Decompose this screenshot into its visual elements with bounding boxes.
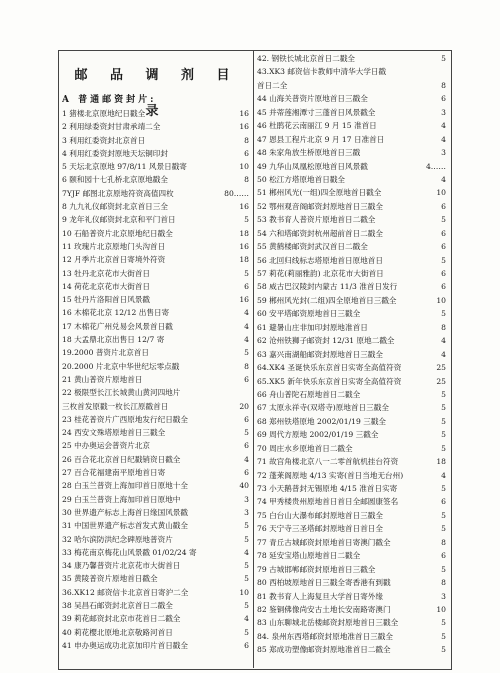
catalog-item xyxy=(257,549,448,562)
catalog-item xyxy=(62,147,251,160)
item-price: 4 xyxy=(441,134,446,144)
item-description: 57 莉花(莉丽雅韵) 北京花市大街首日 xyxy=(257,269,384,278)
catalog-item xyxy=(62,293,251,306)
item-price: 18 xyxy=(239,255,249,265)
item-description: 78 延安宝塔山原地首日二戳全 xyxy=(257,551,361,561)
catalog-item xyxy=(257,401,448,414)
item-description: 62 沧州铁狮子邮资封 12/31 原地二戳全 xyxy=(257,336,395,346)
item-price: 5 xyxy=(244,215,249,225)
catalog-item xyxy=(257,200,448,213)
item-price: 8 xyxy=(244,361,249,371)
item-description: 41 申办奥运成功北京加印片首日戳全 xyxy=(62,640,188,650)
item-price: 5 xyxy=(244,561,249,571)
item-description: 26 百合花北京首日纪戳销资日戳全 xyxy=(62,454,181,464)
item-description: 43.XK3 邮资信卡教师中清华大学日戳 xyxy=(257,67,387,77)
item-price: 8 xyxy=(441,537,446,547)
item-price: 8 xyxy=(441,80,446,90)
catalog-item xyxy=(62,493,251,506)
item-description: 22 极限型长江长城黄山黄河四地片 xyxy=(62,388,181,398)
item-description: 82 鉴铜佛像尚安古土地长安南路寄澳门 xyxy=(257,604,391,614)
item-price: 6 xyxy=(441,497,446,507)
item-description: 39 莉花邮资封北京市花首日二戳全 xyxy=(62,614,181,624)
catalog-item xyxy=(62,134,251,147)
catalog-item xyxy=(62,360,251,373)
item-price: 4 xyxy=(244,335,249,345)
item-description: 50 松江方塔原地首日戳全 xyxy=(257,174,346,184)
catalog-item xyxy=(257,348,448,361)
item-price: 4 xyxy=(441,349,446,359)
catalog-item xyxy=(62,400,251,413)
item-description: 36.XK12 邮资信卡北京首日寄沪二全 xyxy=(62,587,189,597)
item-description: 76 天宁寺三圣塔邮封原地首日首日全 xyxy=(257,524,383,534)
item-price: 6 xyxy=(441,269,446,278)
item-price: 18 xyxy=(436,457,446,467)
catalog-item xyxy=(62,267,251,280)
catalog-item xyxy=(257,213,448,226)
item-description: 44 山海关普资片原地首日三戳全 xyxy=(257,94,368,104)
item-price: 6 xyxy=(244,374,249,384)
catalog-item xyxy=(62,333,251,346)
item-description: 47 恩县工程片北京 9 月 17 日准首日 xyxy=(257,134,385,144)
catalog-item xyxy=(257,307,448,320)
catalog-item xyxy=(257,254,448,267)
item-price: 4 xyxy=(244,454,249,464)
catalog-item xyxy=(62,586,251,599)
item-description: 67 太原永祥寺(双塔寺)原地首日三戳全 xyxy=(257,403,389,413)
catalog-item xyxy=(257,495,448,508)
item-price: 10 xyxy=(436,604,446,614)
catalog-item xyxy=(257,590,448,603)
item-price: 20 xyxy=(239,401,249,411)
item-price: 5 xyxy=(441,403,446,413)
item-price: 5 xyxy=(441,524,446,534)
item-description: 24 西安文殊塔原地首日三戳全 xyxy=(62,428,166,438)
item-description: 85 郑成功塑像邮资封原地准首日二戳全 xyxy=(257,645,391,655)
item-description: 28 白玉兰普资上海加印首日原地十全 xyxy=(62,481,188,491)
item-description: 79 古城邯郸邮资封原地首日三戳全 xyxy=(257,564,376,574)
item-price: 4 xyxy=(441,174,446,184)
item-price: 5 xyxy=(441,631,446,641)
item-price: 6 xyxy=(244,468,249,478)
item-price: 3 xyxy=(441,107,446,117)
catalog-item xyxy=(257,227,448,240)
item-description: 77 青丘古城邮资封原地首日寄澳门戳全 xyxy=(257,537,391,547)
catalog-item xyxy=(257,616,448,629)
catalog-item xyxy=(62,599,251,612)
item-price: 4 xyxy=(441,121,446,131)
item-description: 46 杜鹃花云南丽江 9 月 15 准首日 xyxy=(257,121,377,131)
item-description: 12 月季片北京首日寄境外符资 xyxy=(62,255,166,265)
item-description: 21 黄山普资片原地首日 xyxy=(62,374,143,384)
item-description: 9 龙年礼仪邮资封北京和平门首日 xyxy=(62,215,176,225)
page-title: 邮 品 调 剂 目 录 xyxy=(74,68,239,119)
item-description: 40 莉花樱北原地北京敬路河首日 xyxy=(62,627,173,637)
item-price: 10 xyxy=(239,162,249,172)
catalog-item xyxy=(257,428,448,441)
item-price: 5 xyxy=(441,416,446,426)
item-price: 6 xyxy=(244,640,249,650)
item-price: 5 xyxy=(244,428,249,438)
right-column xyxy=(257,52,448,666)
catalog-item xyxy=(257,186,448,199)
left-item-list xyxy=(62,107,251,652)
item-description: 81 教书育人上海复旦大学首日寄外缘 xyxy=(257,591,383,601)
catalog-item xyxy=(257,603,448,616)
item-description: 20.2000 片北京中华世纪坛零点戳 xyxy=(62,361,180,371)
catalog-item xyxy=(257,469,448,482)
item-price: 16 xyxy=(239,122,249,132)
item-description: 53 教书育人普资片原地首日二戳全 xyxy=(257,215,376,225)
item-price: 5 xyxy=(441,510,446,520)
item-description: 23 桂花普资片广西原地发行纪日戳全 xyxy=(62,414,188,424)
item-price: 16 xyxy=(239,202,249,212)
item-description: 65.XK5 新年快乐东京首日实寄全高值符资 xyxy=(257,376,402,386)
item-price: 25 xyxy=(436,363,446,373)
item-price: 16 xyxy=(239,295,249,305)
item-price: 6 xyxy=(244,281,249,291)
item-description: 66 舟山普陀石原地首日二戳全 xyxy=(257,389,361,399)
item-description: 34 康乃馨普资片北京花市大街首日 xyxy=(62,561,181,571)
item-price: 3 xyxy=(244,507,249,517)
item-description: 4 利用红委资封原地天坛铜印封 xyxy=(62,148,168,158)
item-description: 25 中办奥运会普资片北京 xyxy=(62,441,151,451)
catalog-item xyxy=(257,536,448,549)
item-price: 4 xyxy=(244,321,249,331)
catalog-item xyxy=(62,479,251,492)
item-description: 三枚首发原戳一枚长江原戳首日 xyxy=(62,401,169,411)
item-price: 4 xyxy=(244,614,249,624)
item-price: 4 xyxy=(441,336,446,346)
catalog-item xyxy=(257,375,448,388)
item-description: 5 天坛北京原地 97/8/11 风景日戳寄 xyxy=(62,162,187,172)
item-description: 27 百合花福建南平原地首日寄 xyxy=(62,468,166,478)
item-description: 42. 钢铁长城北京首日二戳全 xyxy=(257,54,356,63)
catalog-item xyxy=(62,386,251,399)
catalog-item xyxy=(257,482,448,495)
catalog-item xyxy=(257,522,448,535)
item-description: 30 世界遗产标志上海首日缘国风景戳 xyxy=(62,507,188,517)
catalog-item xyxy=(257,563,448,576)
catalog-item xyxy=(257,92,448,105)
catalog-item xyxy=(62,639,251,652)
item-price: 5 xyxy=(441,645,446,655)
catalog-item xyxy=(257,173,448,186)
item-description: 84. 泉州东西塔邮资封原地准首日三戳全 xyxy=(257,631,393,641)
item-description: 35 黄陵普资片原地首日戳全 xyxy=(62,574,158,584)
catalog-item xyxy=(257,576,448,589)
item-price: 8 xyxy=(244,135,249,145)
item-price: 8 xyxy=(441,322,446,332)
item-price: 6 xyxy=(441,94,446,104)
catalog-item xyxy=(62,413,251,426)
catalog-item xyxy=(62,120,251,133)
catalog-item xyxy=(62,572,251,585)
item-price: 5 xyxy=(441,309,446,319)
item-price: 4 xyxy=(244,547,249,557)
item-description: 33 梅花南京梅花山风景戳 01/02/24 寄 xyxy=(62,547,197,557)
catalog-item xyxy=(62,559,251,572)
item-price: 3 xyxy=(441,591,446,601)
catalog-item xyxy=(62,280,251,293)
item-description: 38 吴昌石邮资封北京首日二戳全 xyxy=(62,600,173,610)
item-description: 7YJF 邮图北京原地符资高值四枚 xyxy=(62,188,174,198)
item-description: 55 黄鹤楼邮资封武汉首日二戳全 xyxy=(257,242,368,252)
item-description: 71 故宫角楼北京八一二零首航机挂台符资 xyxy=(257,457,399,467)
item-price: 5 xyxy=(244,268,249,278)
item-price: 4 xyxy=(244,308,249,318)
item-price: 6 xyxy=(244,414,249,424)
catalog-item xyxy=(257,146,448,159)
item-description: 31 中国世界遗产标志首发式黄山戳全 xyxy=(62,521,188,531)
catalog-item xyxy=(257,65,448,78)
catalog-item xyxy=(62,439,251,452)
item-price: 40 xyxy=(239,481,249,491)
catalog-item xyxy=(62,213,251,226)
item-description: 61 避暑山庄非加印封原地准首日 xyxy=(257,322,368,332)
catalog-item xyxy=(62,533,251,546)
item-price: 3 xyxy=(441,148,446,158)
section-heading: A 普通邮资封片: xyxy=(62,95,157,105)
item-price: 5 xyxy=(441,215,446,225)
item-description: 63 嘉兴南湖船邮资封原地首日三戳全 xyxy=(257,349,383,359)
item-price: 6 xyxy=(441,551,446,561)
item-price: 5 xyxy=(441,564,446,574)
item-price: 5 xyxy=(441,484,446,493)
item-price: 6 xyxy=(244,441,249,451)
item-description: 18 大孟鼎北京出售日 12/7 寄 xyxy=(62,335,165,345)
catalog-item xyxy=(62,320,251,333)
item-description: 8 九九礼仪邮资封北京首日三全 xyxy=(62,202,168,212)
item-price: 5 xyxy=(441,54,446,63)
catalog-item xyxy=(62,373,251,386)
catalog-item xyxy=(257,334,448,347)
catalog-item xyxy=(257,79,448,92)
item-description: 74 甲秀楼贵州原地首日首日全邮圆康签名 xyxy=(257,497,399,507)
catalog-item xyxy=(257,455,448,468)
catalog-item xyxy=(62,306,251,319)
item-price: 6 xyxy=(441,242,446,252)
item-description: 83 山东聊城北岳楼邮资封原地首日三戳全 xyxy=(257,618,399,628)
item-price: 5 xyxy=(441,618,446,628)
catalog-item xyxy=(62,506,251,519)
item-price: 8 xyxy=(441,578,446,588)
catalog-item xyxy=(62,160,251,173)
item-description: 11 玫瑰片北京原地门头沟首日 xyxy=(62,241,166,251)
item-description: 64.XK4 圣诞快乐东京首日实寄全高值符资 xyxy=(257,363,402,373)
catalog-item xyxy=(257,361,448,374)
item-description: 17 木棉花广州兑易会风景首日戳 xyxy=(62,321,173,331)
item-description: 6 颐和园十七孔桥北京原地戳全 xyxy=(62,175,168,185)
catalog-item xyxy=(257,321,448,334)
catalog-item xyxy=(257,119,448,132)
item-price: 5 xyxy=(244,521,249,531)
item-price: 6 xyxy=(441,201,446,211)
catalog-item xyxy=(257,630,448,643)
right-item-list xyxy=(257,52,448,657)
catalog-item xyxy=(62,107,251,120)
item-price: 5 xyxy=(244,600,249,610)
item-description: 58 威古巴汉陵封内蒙古 11/3 准首日发行 xyxy=(257,282,398,292)
item-price: 10 xyxy=(436,295,446,305)
item-description: 19.2000 普资片北京首日 xyxy=(62,348,149,358)
item-price: 6 xyxy=(441,282,446,292)
item-price: 5 xyxy=(244,534,249,544)
catalog-item xyxy=(62,187,251,200)
item-description: 32 哈尔滨防洪纪念碑原地普资片 xyxy=(62,534,173,544)
catalog-item xyxy=(257,160,448,173)
catalog-item xyxy=(62,466,251,479)
item-price: 16 xyxy=(239,109,249,118)
item-description: 29 白玉兰普资上海加印首日原地中 xyxy=(62,494,181,504)
item-description: 54 六和塔邮资封杭州超前首日二戳全 xyxy=(257,228,383,238)
catalog-item xyxy=(257,280,448,293)
catalog-item xyxy=(257,52,448,65)
item-description: 1 猪楼北京原地纪日戳全 xyxy=(62,109,146,118)
catalog-item xyxy=(62,173,251,186)
item-price: 5 xyxy=(244,574,249,584)
catalog-item xyxy=(62,346,251,359)
item-price: 6 xyxy=(244,148,249,158)
item-price: 8 xyxy=(244,175,249,185)
catalog-item xyxy=(62,546,251,559)
item-description: 60 安平塔邮资原地首日三戳全 xyxy=(257,309,361,319)
catalog-item xyxy=(257,509,448,522)
item-description: 16 木棉花北京 12/12 出售日寄 xyxy=(62,308,170,318)
catalog-item xyxy=(257,267,448,280)
item-description: 70 周庄水乡原地首日二戳全 xyxy=(257,443,353,453)
catalog-item xyxy=(62,626,251,639)
catalog-item xyxy=(257,643,448,656)
catalog-item xyxy=(257,442,448,455)
catalog-item xyxy=(62,200,251,213)
item-price: 6 xyxy=(441,228,446,238)
item-price: 10 xyxy=(436,188,446,198)
catalog-item xyxy=(257,415,448,428)
item-description: 80 西柏坡原地首日三戳全寄香港有到戳 xyxy=(257,578,391,588)
item-price: 4…… xyxy=(425,161,446,171)
item-price: 3 xyxy=(244,494,249,504)
catalog-item xyxy=(257,106,448,119)
item-price: 18 xyxy=(239,228,249,238)
item-price: 80…… xyxy=(224,188,249,198)
item-description: 52 鄂州观音阁邮资封原地首日三戳全 xyxy=(257,201,383,211)
item-description: 69 周代方原地 2002/01/19 三戳全 xyxy=(257,430,379,440)
item-description: 45 并蒂莲湘潭寸三蓬首日风景戳全 xyxy=(257,107,376,117)
item-description: 72 蓬莱阁原地 4/13 实寄(首日当地无台州) xyxy=(257,470,404,480)
item-description: 56 北回归线标志塔原地首日原地首日 xyxy=(257,255,383,265)
catalog-item xyxy=(62,253,251,266)
item-price: 10 xyxy=(239,587,249,597)
item-description: 73 小天鹅普封无锡原地 4/15 准首日实寄 xyxy=(257,484,398,493)
item-price: 4 xyxy=(441,470,446,480)
item-description: 10 石船普资片北京原地纪日戳全 xyxy=(62,228,173,238)
column-divider xyxy=(253,50,254,668)
catalog-item xyxy=(62,426,251,439)
item-description: 13 牡丹北京花市大街首日 xyxy=(62,268,151,278)
item-description: 首日二全 xyxy=(257,80,288,90)
catalog-item xyxy=(257,133,448,146)
item-price: 5 xyxy=(441,430,446,440)
catalog-item xyxy=(257,388,448,401)
item-price: 16 xyxy=(239,241,249,251)
item-description: 49 九华山凤凰松原地首日风景戳 xyxy=(257,161,368,171)
item-description: 14 荷花北京花市大街首日 xyxy=(62,281,151,291)
item-description: 59 郴州风光封(二组)四全原地首日三戳全 xyxy=(257,295,397,305)
item-description: 48 朱家角放生桥原地首日三戳 xyxy=(257,148,361,158)
item-price: 5 xyxy=(244,348,249,358)
catalog-item xyxy=(62,519,251,532)
item-description: 15 牡丹片洛阳首日风景戳 xyxy=(62,295,151,305)
item-price: 5 xyxy=(441,443,446,453)
catalog-item xyxy=(62,240,251,253)
item-description: 2 利用绿委资封甘肃承靖二全 xyxy=(62,122,161,132)
left-column xyxy=(62,52,251,666)
item-description: 3 利用红委资封北京首日 xyxy=(62,135,146,145)
item-price: 25 xyxy=(436,376,446,386)
item-price: 5 xyxy=(244,627,249,637)
catalog-item xyxy=(62,453,251,466)
catalog-item xyxy=(257,240,448,253)
item-description: 75 白台山大瀑布邮封原地首日三戳全 xyxy=(257,510,383,520)
item-price: 5 xyxy=(441,389,446,399)
catalog-item xyxy=(257,294,448,307)
catalog-item xyxy=(62,612,251,625)
item-price: 5 xyxy=(441,255,446,265)
item-description: 68 郑州铁塔原地 2002/01/19 三戳全 xyxy=(257,416,387,426)
item-description: 51 郴州风光(一组)四全原地首日戳全 xyxy=(257,188,382,198)
catalog-item xyxy=(62,227,251,240)
